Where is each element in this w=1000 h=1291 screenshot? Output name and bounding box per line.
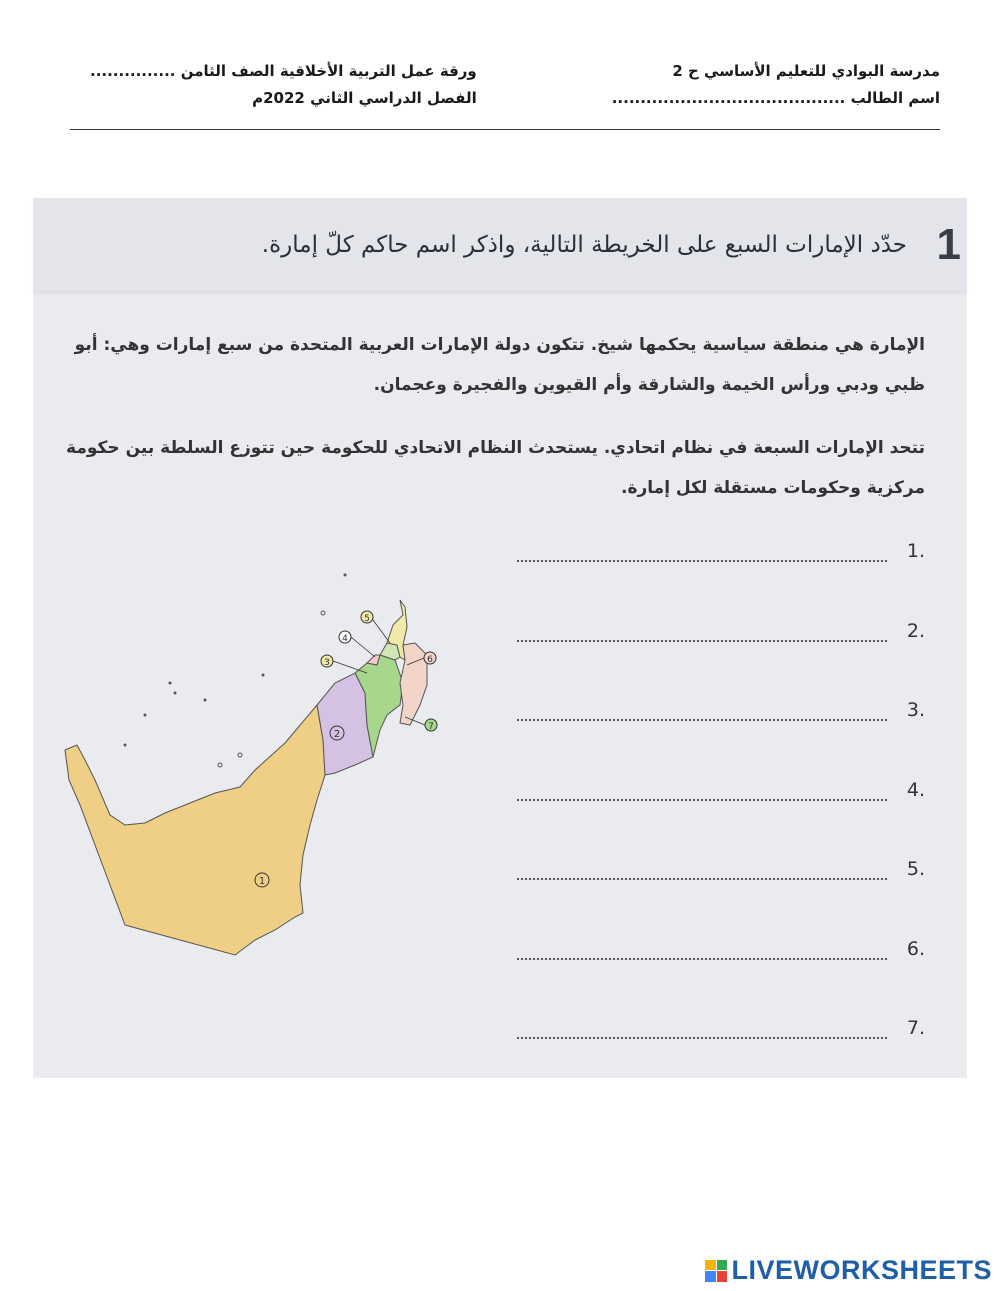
paragraph-federal: تتحد الإمارات السبعة في نظام اتحادي. يستحدث النظام الاتحادي للحكومة حين تتوزع السلطة بين حكومة مركزية وحكومات مستقلة لكل إمارة. — [66, 438, 925, 498]
svg-text:2: 2 — [333, 729, 341, 740]
island — [218, 763, 222, 767]
island — [262, 674, 265, 677]
island — [321, 611, 325, 615]
answer-line[interactable] — [485, 1017, 925, 1097]
school-name: مدرسة البوادي للتعليم الأساسي ح 2 — [672, 62, 940, 80]
svg-text:1: 1 — [258, 876, 266, 887]
answer-line[interactable] — [485, 699, 925, 779]
island — [344, 574, 347, 577]
brand-icon — [705, 1260, 727, 1282]
svg-text:3: 3 — [324, 658, 330, 668]
svg-text:6: 6 — [427, 655, 433, 665]
map-marker-5 — [361, 611, 373, 624]
answer-number: .7 — [906, 1017, 925, 1039]
term-label: الفصل الدراسي الثاني 2022م — [252, 89, 477, 107]
answer-number: .5 — [906, 858, 925, 880]
answer-field[interactable] — [517, 540, 887, 562]
answer-field[interactable] — [517, 938, 887, 960]
answer-list — [485, 540, 925, 1097]
map-marker-3 — [321, 655, 333, 668]
svg-text:7: 7 — [428, 722, 434, 732]
island — [124, 744, 127, 747]
paragraph-definition: الإمارة هي منطقة سياسية يحكمها شيخ. تتكون دولة الإمارات العربية المتحدة من سبع إمارات وهي: أبو ظبي ودبي ورأس الخيمة والشارقة وأم القيوين والفجيرة وعجمان. — [74, 335, 925, 395]
island — [204, 699, 207, 702]
question-number: 1 — [936, 220, 961, 269]
island — [169, 682, 172, 685]
answer-number: .4 — [906, 778, 925, 801]
header-right — [612, 58, 940, 112]
answer-line[interactable] — [485, 938, 925, 1018]
answer-line[interactable] — [485, 620, 925, 700]
answer-field[interactable] — [517, 779, 887, 801]
question-text: حدّد الإمارات السبع على الخريطة التالية، واذكر اسم حاكم كلّ إمارة. — [261, 232, 907, 258]
answer-number: .6 — [906, 937, 925, 960]
map-marker-7 — [425, 719, 437, 732]
question-bar — [33, 198, 967, 290]
worksheet-title: ورقة عمل التربية الأخلاقية الصف الثامن ............... — [90, 62, 477, 80]
answer-number: .1 — [906, 540, 925, 562]
answer-field[interactable] — [517, 620, 887, 642]
uae-map — [55, 565, 455, 985]
answer-line[interactable] — [485, 779, 925, 859]
answer-field[interactable] — [517, 858, 887, 880]
island — [174, 692, 177, 695]
answer-line[interactable] — [485, 858, 925, 938]
island — [238, 753, 242, 757]
island — [144, 714, 147, 717]
answer-field[interactable] — [517, 1017, 887, 1039]
brand-logo — [705, 1255, 992, 1286]
worksheet-header — [60, 58, 940, 118]
header-divider — [70, 129, 940, 130]
answer-number: .2 — [906, 619, 925, 642]
answer-line[interactable] — [485, 540, 925, 620]
header-left — [90, 58, 477, 112]
svg-text:5: 5 — [364, 614, 370, 624]
region-abu-dhabi — [65, 705, 325, 955]
region-fujairah — [400, 643, 427, 725]
answer-number: .3 — [906, 699, 925, 721]
answer-field[interactable] — [517, 699, 887, 721]
student-name-field[interactable]: اسم الطالب ......................................... — [611, 89, 940, 107]
map-marker-4 — [339, 631, 351, 644]
brand-name: LIVEWORKSHEETS — [731, 1255, 992, 1285]
svg-text:4: 4 — [342, 634, 348, 644]
